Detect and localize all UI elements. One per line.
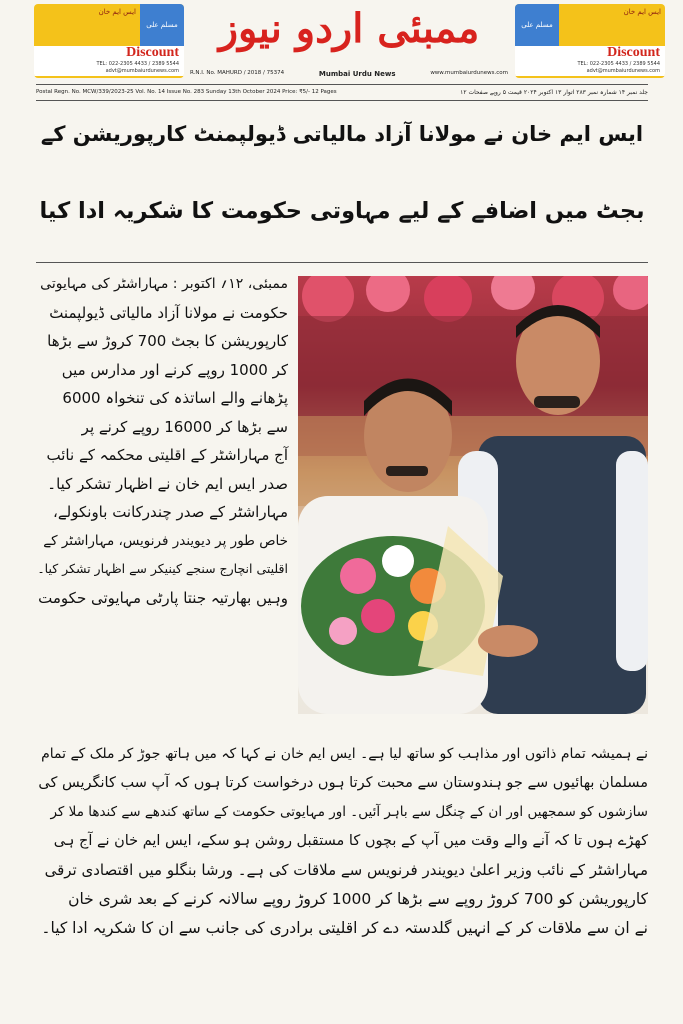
column-line: حکومت نے مولانا آزاد مالیاتی ڈیولپمنٹ [49,303,288,322]
issue-info-strip [36,86,648,98]
advertisement-right [515,4,665,78]
full-line: نے ان سے ملاقات کر کے انہیں گلدستہ دے کر اقلیتی برادری کی جانب سے ان کا شکریہ ادا کیا۔ [41,919,648,937]
news-photo [298,276,648,714]
masthead-website: www.mumbaiurdunews.com [430,70,508,76]
ad-right-text: ایس ایم خان [623,8,661,16]
ad-left-phone: TEL: 022-2305 4433 / 2389 5544 advt@mumbaiurdunews.com [34,60,184,76]
masthead-meta [190,70,508,78]
column-line: خاص طور پر دیویندر فرنویس، مہاراشٹر کے [43,532,288,549]
column-line: آج مہاراشٹر کے اقلیتی محکمہ کے نائب [46,446,288,464]
column-line: ممبئی، ۱۲؍ اکتوبر : مہاراشٹر کی مہایوتی [40,276,288,292]
ad-left-discount: Discount [34,46,184,60]
headline-rule [36,262,648,263]
issue-info-english: Postal Regn. No. MCW/339/2023-25 Vol. No. 14 Issue No. 283 Sunday 13th October 2024 Price: ₹5/- 12 Pages [36,89,337,95]
photo-illustration [298,276,648,714]
column-line: سے بڑھا کر 16000 روپے کرنے پر [81,417,288,436]
headline-line-2: بجٹ میں اضافے کے لیے مہاوتی حکومت کا شکریہ ادا کیا [39,198,645,224]
full-line: نے ہمیشہ تمام ذاتوں اور مذاہب کو ساتھ لیا ہے۔ ایس ایم خان نے کہا کہ میں ہاتھ جوڑ کر ملک کے تمام [41,746,648,762]
ad-right-discount: Discount [515,46,665,60]
column-line: اقلیتی انچارج سنجے کینیکر سے اظہار تشکر کیا۔ [37,561,288,576]
issue-info-urdu: جلد نمبر ۱۴ شمارہ نمبر ۲۸۳ اتوار ۱۳ اکتوبر ۲۰۲۴ قیمت ۵ روپے صفحات ۱۲ [460,88,648,96]
column-line: مہاراشٹر کے صدر چندرکانت باونکولے، [53,503,288,521]
column-line: پڑھانے والے اساتذہ کی تنخواہ 6000 [62,389,288,407]
top-rule [36,84,648,85]
masthead-rni: R.N.I. No. MAHURD / 2018 / 75374 [190,70,285,76]
column-line: کارپوریشن کا بجٹ 700 کروڑ سے بڑھا [47,332,288,350]
info-rule [36,100,648,101]
advertisement-left [34,4,184,78]
full-line: مسلمان بھائیوں سے جو ہندوستان سے محبت کرتا ہوں درخواست کرتا ہوں کہ آپ سب کانگریس کی [38,775,648,791]
full-line: مہاراشٹر کے نائب وزیر اعلیٰ دیویندر فرنویس سے ملاقات کی ہے۔ ورشا بنگلو میں اقتصادی ترقی [44,861,648,879]
article-column [36,270,288,612]
column-line: صدر ایس ایم خان نے اظہار تشکر کیا۔ [47,474,288,493]
masthead [190,0,508,62]
masthead-title: ممبئی اردو نیوز [218,5,480,52]
ad-right-badge: مسلم علی [515,4,559,46]
full-line: کارپوریشن کو 700 کروڑ روپے سے بڑھا کر 1000 کروڑ روپے سالانہ کرنے کے بعد شری خان [68,890,648,908]
article-continuation [36,740,648,943]
full-line: کھڑے ہوں تا کہ آنے والے وقت میں آپ کے بچوں کا مستقبل روشن ہو سکے، ایس ایم خان نے آج ہی [53,833,648,849]
headline-line-1: ایس ایم خان نے مولانا آزاد مالیاتی ڈیولپمنٹ کارپوریشن کے [40,122,644,146]
column-line: وہیں بھارتیہ جنتا پارٹی مہایوتی حکومت [38,588,288,607]
ad-left-badge: مسلم علی [140,4,184,46]
column-line: کر 1000 روپے کرنے اور مدارس میں [61,360,288,379]
masthead-brand: Mumbai Urdu News [318,70,396,78]
ad-left-text: ایس ایم خان [98,8,136,16]
full-line: سازشوں کو سمجھیں اور ان کے چنگل سے باہر آئیں۔ اور مہایوتی حکومت کے ساتھ کندھے سے کندھا ملا کر [50,804,648,820]
ad-right-phone: TEL: 022-2305 4433 / 2389 5544 advt@mumbaiurdunews.com [515,60,665,76]
